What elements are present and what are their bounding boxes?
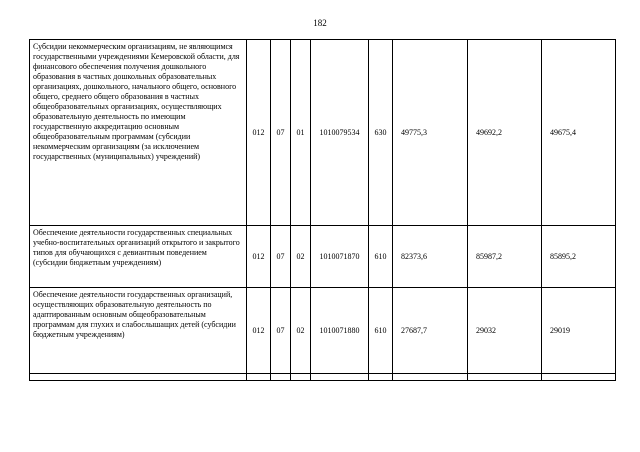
expense-type-code: 610 (369, 226, 393, 288)
expense-type-code: 610 (369, 288, 393, 374)
amount-1: 27687,7 (393, 288, 468, 374)
table-row (30, 40, 616, 226)
target-code: 1010079534 (311, 40, 369, 226)
amount-3: 85895,2 (542, 226, 616, 288)
amount-2: 29032 (468, 288, 542, 374)
amount-1: 82373,6 (393, 226, 468, 288)
row-name: Обеспечение деятельности государственных организаций, осуществляющих образовательную деятельность по адаптированным основным общеобразовательным программам для глухих и слабослышащих детей (субсидии бюджетным учреждениям) (30, 288, 247, 374)
row-name: Субсидии некоммерческим организациям, не являющимся государственными учреждениями Кемеровской области, для финансового обеспечения получения дошкольного образования в частных дошкольных образовательных организациях, дошкольного, начального общего, основного общего, среднего общего образования в частных общеобразовательных организациях, осуществляющих образовательную деятельность по имеющим государственную аккредитацию основным общеобразовательным программам (субсидии некоммерческим организациям (за исключением государственных (муниципальных) учреждений) (30, 40, 247, 226)
table-row (30, 288, 616, 374)
row-name: Обеспечение деятельности государственных специальных учебно-воспитательных организаций открытого и закрытого типов для обучающихся с девиантным поведением (субсидии бюджетным учреждениям) (30, 226, 247, 288)
subsection-code: 01 (291, 40, 311, 226)
ministry-code: 012 (247, 226, 271, 288)
subsection-code: 02 (291, 226, 311, 288)
page-number: 182 (313, 18, 327, 28)
section-code: 07 (271, 288, 291, 374)
target-code: 1010071880 (311, 288, 369, 374)
amount-1: 49775,3 (393, 40, 468, 226)
target-code: 1010071870 (311, 226, 369, 288)
amount-2: 85987,2 (468, 226, 542, 288)
subsection-code: 02 (291, 288, 311, 374)
table-row (30, 226, 616, 288)
expense-type-code: 630 (369, 40, 393, 226)
amount-3: 49675,4 (542, 40, 616, 226)
amount-3: 29019 (542, 288, 616, 374)
ministry-code: 012 (247, 40, 271, 226)
amount-2: 49692,2 (468, 40, 542, 226)
section-code: 07 (271, 40, 291, 226)
section-code: 07 (271, 226, 291, 288)
budget-table (29, 39, 616, 381)
table-row-empty (30, 374, 616, 381)
ministry-code: 012 (247, 288, 271, 374)
